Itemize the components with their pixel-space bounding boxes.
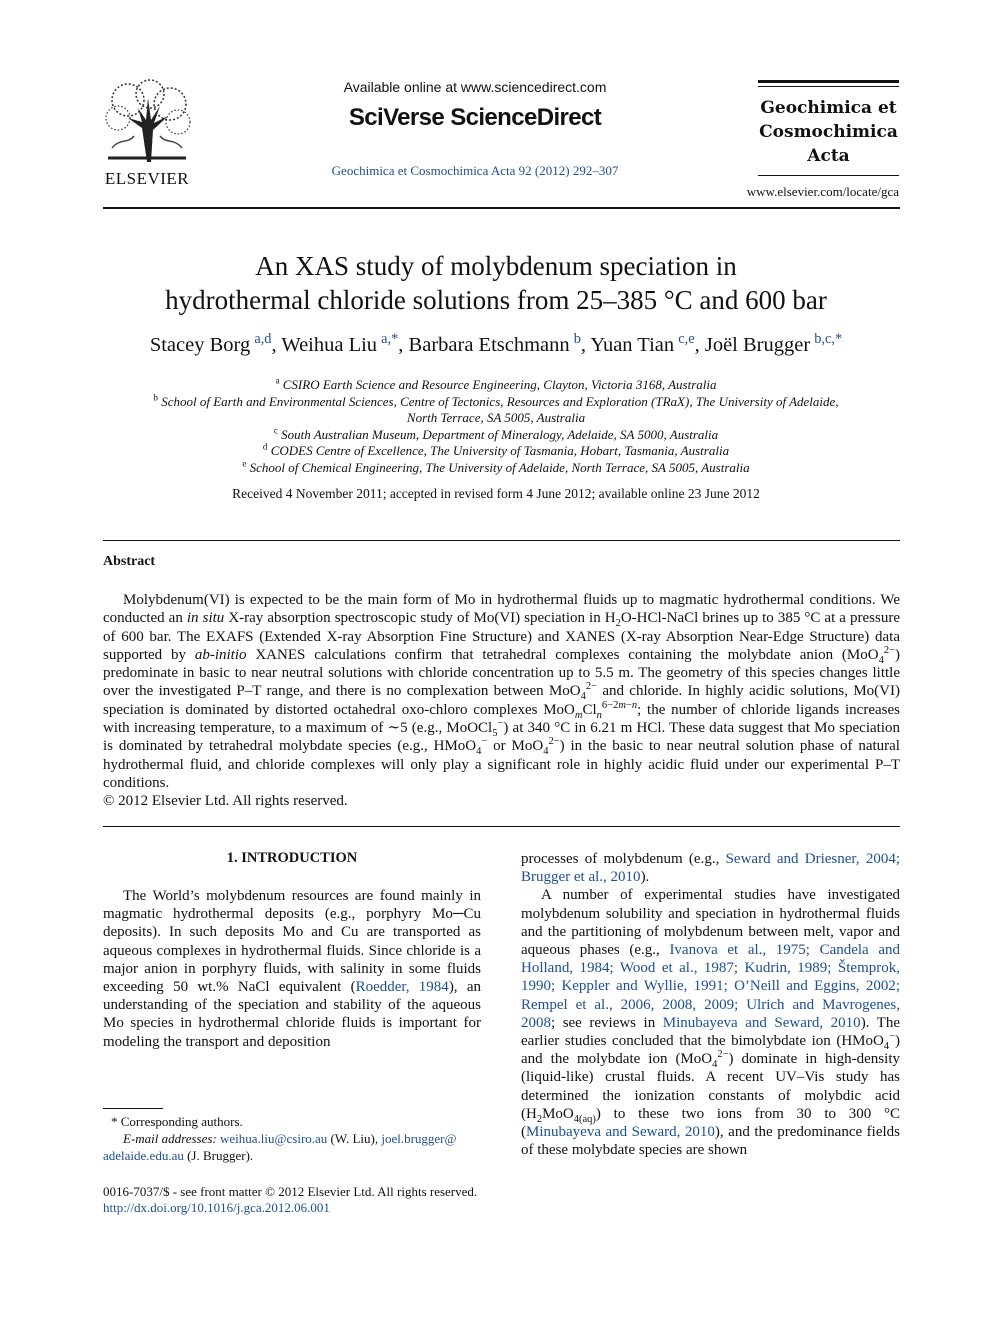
email-label: E-mail addresses: [123, 1131, 217, 1146]
elsevier-logo [98, 78, 196, 188]
author-name[interactable]: Yuan Tian [590, 334, 675, 356]
author-list: Stacey Borg $^{a,d}$, Weihua Liu $^{a,*}$, Barbara Etschmann $^b$, Yuan Tian $^{c,e}$, Joël Brugger $^{b,c,*}$ [149, 331, 843, 356]
footnote-rule [103, 1108, 163, 1109]
affiliation: $^c$ South Australian Museum, Department of Mineralogy, Adelaide, SA 5000, Australia [273, 425, 719, 442]
journal-title-line: Geochimica et [760, 98, 897, 118]
footnotes [103, 1113, 481, 1164]
affiliation: $^d$ CODES Centre of Excellence, The University of Tasmania, Hobart, Tasmania, Australia [262, 442, 730, 459]
author-name[interactable]: Stacey Borg [149, 334, 251, 356]
issn-line: 0016-7037/$ - see front matter © 2012 Elsevier Ltd. All rights reserved. [103, 1184, 478, 1199]
journal-citation-link[interactable]: Geochimica et Cosmochimica Acta 92 (2012) 292–307 [331, 163, 619, 178]
sciencedirect-brand: SciVerse ScienceDirect [348, 104, 602, 131]
journal-top-rule-thin [758, 86, 899, 87]
affiliation: $^a$ CSIRO Earth Science and Resource Engineering, Clayton, Victoria 3168, Australia [275, 375, 717, 392]
article-title [60, 249, 932, 317]
email-link-brugger-domain[interactable]: adelaide.edu.au [103, 1148, 184, 1163]
author-affiliation-mark[interactable]: b [573, 331, 581, 348]
journal-title-line: Cosmochimica [759, 122, 898, 142]
email-link-brugger[interactable]: joel.brugger@ [381, 1131, 457, 1146]
journal-title [750, 96, 907, 168]
article-title-line: An XAS study of molybdenum speciation in [255, 251, 737, 281]
affiliation: $^e$ School of Chemical Engineering, The University of Adelaide, North Terrace, SA 5005, Australia [242, 458, 750, 475]
doi-link[interactable]: http://dx.doi.org/10.1016/j.gca.2012.06.001 [103, 1200, 330, 1215]
author-affiliation-mark[interactable]: c,e [678, 331, 695, 348]
publisher-name: ELSEVIER [104, 169, 190, 188]
citation-link[interactable]: Seward and Driesner, 2004; Brugger et al., 2010 [521, 851, 900, 886]
abstract-body: Molybdenum(VI) is expected to be the main form of Mo in hydrothermal fluids up to magmatic hydrothermal conditions. We conducted an in situ X-ray absorption spectroscopic study of Mo(VI) speciation in $H_2O-HCl$-NaCl brines up to 385 °C at a pressure of 600 bar. The EXAFS (Extended X-ray Absorption Fine Structure) and XANES (X-ray Absorption Near-Edge Structure) data supported by ab-initio XANES calculations confirm that tetrahedral complexes containing the molybdate anion (MoO$_4^{2-}$) predominate in basic to near neutral solutions with chloride concentration up to 5.5 m. The geometry of this species changes little over the investigated P–T range, and there is no complexation between MoO$_4^{2-}$ and chloride. In highly acidic solutions, Mo(VI) speciation is dominated by distorted octahedral oxo-chloro complexes $MoO_mCl_n^{6-2m-n}$; the number of chloride ligands increases with increasing temperature, to a maximum of ∼5 (e.g., MoOCl$_5$−) at 340 °C in 6.21 m HCl. These data suggest that Mo speciation is dominated by tetrahedral molybdate species (e.g., HMoO$_4$− or MoO$_4^{2-}$) in the basic to near neutral solution phase of natural hydrothermal fluid, and chloride complexes will only play a significant role in highly acidic fluid under our experimental P–T conditions. © 2012 Elsevier Ltd. All rights reserved. [103, 592, 900, 810]
author-affiliation-mark[interactable]: a,* [381, 331, 399, 348]
journal-url[interactable]: www.elsevier.com/locate/gca [746, 184, 899, 199]
email-owner: (W. Liu), [330, 1131, 379, 1146]
citation-link[interactable]: Minubayeva and Seward, 2010 [662, 1014, 861, 1031]
article-dates: Received 4 November 2011; accepted in revised form 4 June 2012; available online 23 June 2012 [232, 486, 760, 501]
email-link-liu[interactable]: weihua.liu@csiro.au [220, 1131, 328, 1146]
author-name[interactable]: Joël Brugger [704, 334, 811, 356]
article-title-line: hydrothermal chloride solutions from 25–385 °C and 600 bar [165, 285, 827, 315]
abstract-heading: Abstract [103, 554, 156, 569]
journal-bottom-rule [758, 175, 899, 176]
citation-link[interactable]: Roedder, 1984 [355, 979, 449, 996]
corresponding-note: * Corresponding authors. [111, 1114, 243, 1129]
intro-left-column: The World’s molybdenum resources are found mainly in magmatic hydrothermal deposits (e.g., porphyry Mo─Cu deposits). In such deposits Mo and Cu are transported as aqueous complexes in hydrothermal fluids. Since chloride is a major anion in porphyry fluids, with salinity in some fluids exceeding 50 wt.% NaCl equivalent (Roedder, 1984), an understanding of the speciation and stability of the aqueous Mo species in hydrothermal chloride fluids is important for modeling the transport and deposition [103, 888, 481, 1050]
journal-top-rule-thick [758, 80, 899, 83]
header-rule [103, 207, 900, 209]
author-affiliation-mark[interactable]: a,d [254, 331, 272, 348]
author-name[interactable]: Barbara Etschmann [408, 334, 570, 356]
available-online: Available online at www.sciencedirect.com [343, 79, 607, 95]
citation-link[interactable]: Ivanova et al., 1975; Candela and Holland, 1984; Wood et al., 1987; Kudrin, 1989; Štemprok, 1990; Keppler and Wyllie, 1991; O’Neill and Eggins, 2002; Rempel et al., 2006, 2008, 2009; Ulrich and Mavrogenes, 2008 [521, 942, 901, 1031]
author-name[interactable]: Weihua Liu [281, 334, 378, 356]
abstract-copyright: © 2012 Elsevier Ltd. All rights reserved. [103, 793, 348, 810]
abstract-top-rule [103, 540, 900, 541]
author-affiliation-mark[interactable]: b,c,* [814, 331, 843, 348]
citation-link[interactable]: Minubayeva and Seward, 2010 [526, 1124, 715, 1141]
intro-right-column: processes of molybdenum (e.g., Seward and Driesner, 2004; Brugger et al., 2010). A number of experimental studies have investigated molybdenum solubility and speciation in hydrothermal fluids and the partitioning of molybdenum between melt, vapor and aqueous phases (e.g., Ivanova et al., 1975; Candela and Holland, 1984; Wood et al., 1987; Kudrin, 1989; Štemprok, 1990; Keppler and Wyllie, 1991; O’Neill and Eggins, 2002; Rempel et al., 2006, 2008, 2009; Ulrich and Mavrogenes, 2008; see reviews in Minubayeva and Seward, 2010). The earlier studies concluded that the bimolybdate ion (HMoO$_4$−) and the molybdate ion (MoO$_4^{2-}$) dominate in high-density (liquid-like) crustal fluids. A recent UV–Vis study has determined the ionization constants of molybdic acid $(H_2MoO_{4(aq)})$ to these two ions from 30 to 300 °C (Minubayeva and Seward, 2010), and the predominance fields of these molybdate species are shown [521, 851, 901, 1159]
affiliation-list [60, 377, 932, 477]
elsevier-tree-icon [98, 78, 196, 162]
affiliation: $^b$ School of Earth and Environmental Sciences, Centre of Tectonics, Resources and Exploration (TRaX), The University of Adelaide, [153, 392, 839, 409]
abstract-bottom-rule [103, 826, 900, 827]
intro-heading: 1. INTRODUCTION [226, 850, 358, 866]
journal-title-line: Acta [807, 146, 850, 166]
affiliation: North Terrace, SA 5005, Australia [406, 410, 586, 426]
email-owner: (J. Brugger). [187, 1148, 254, 1163]
